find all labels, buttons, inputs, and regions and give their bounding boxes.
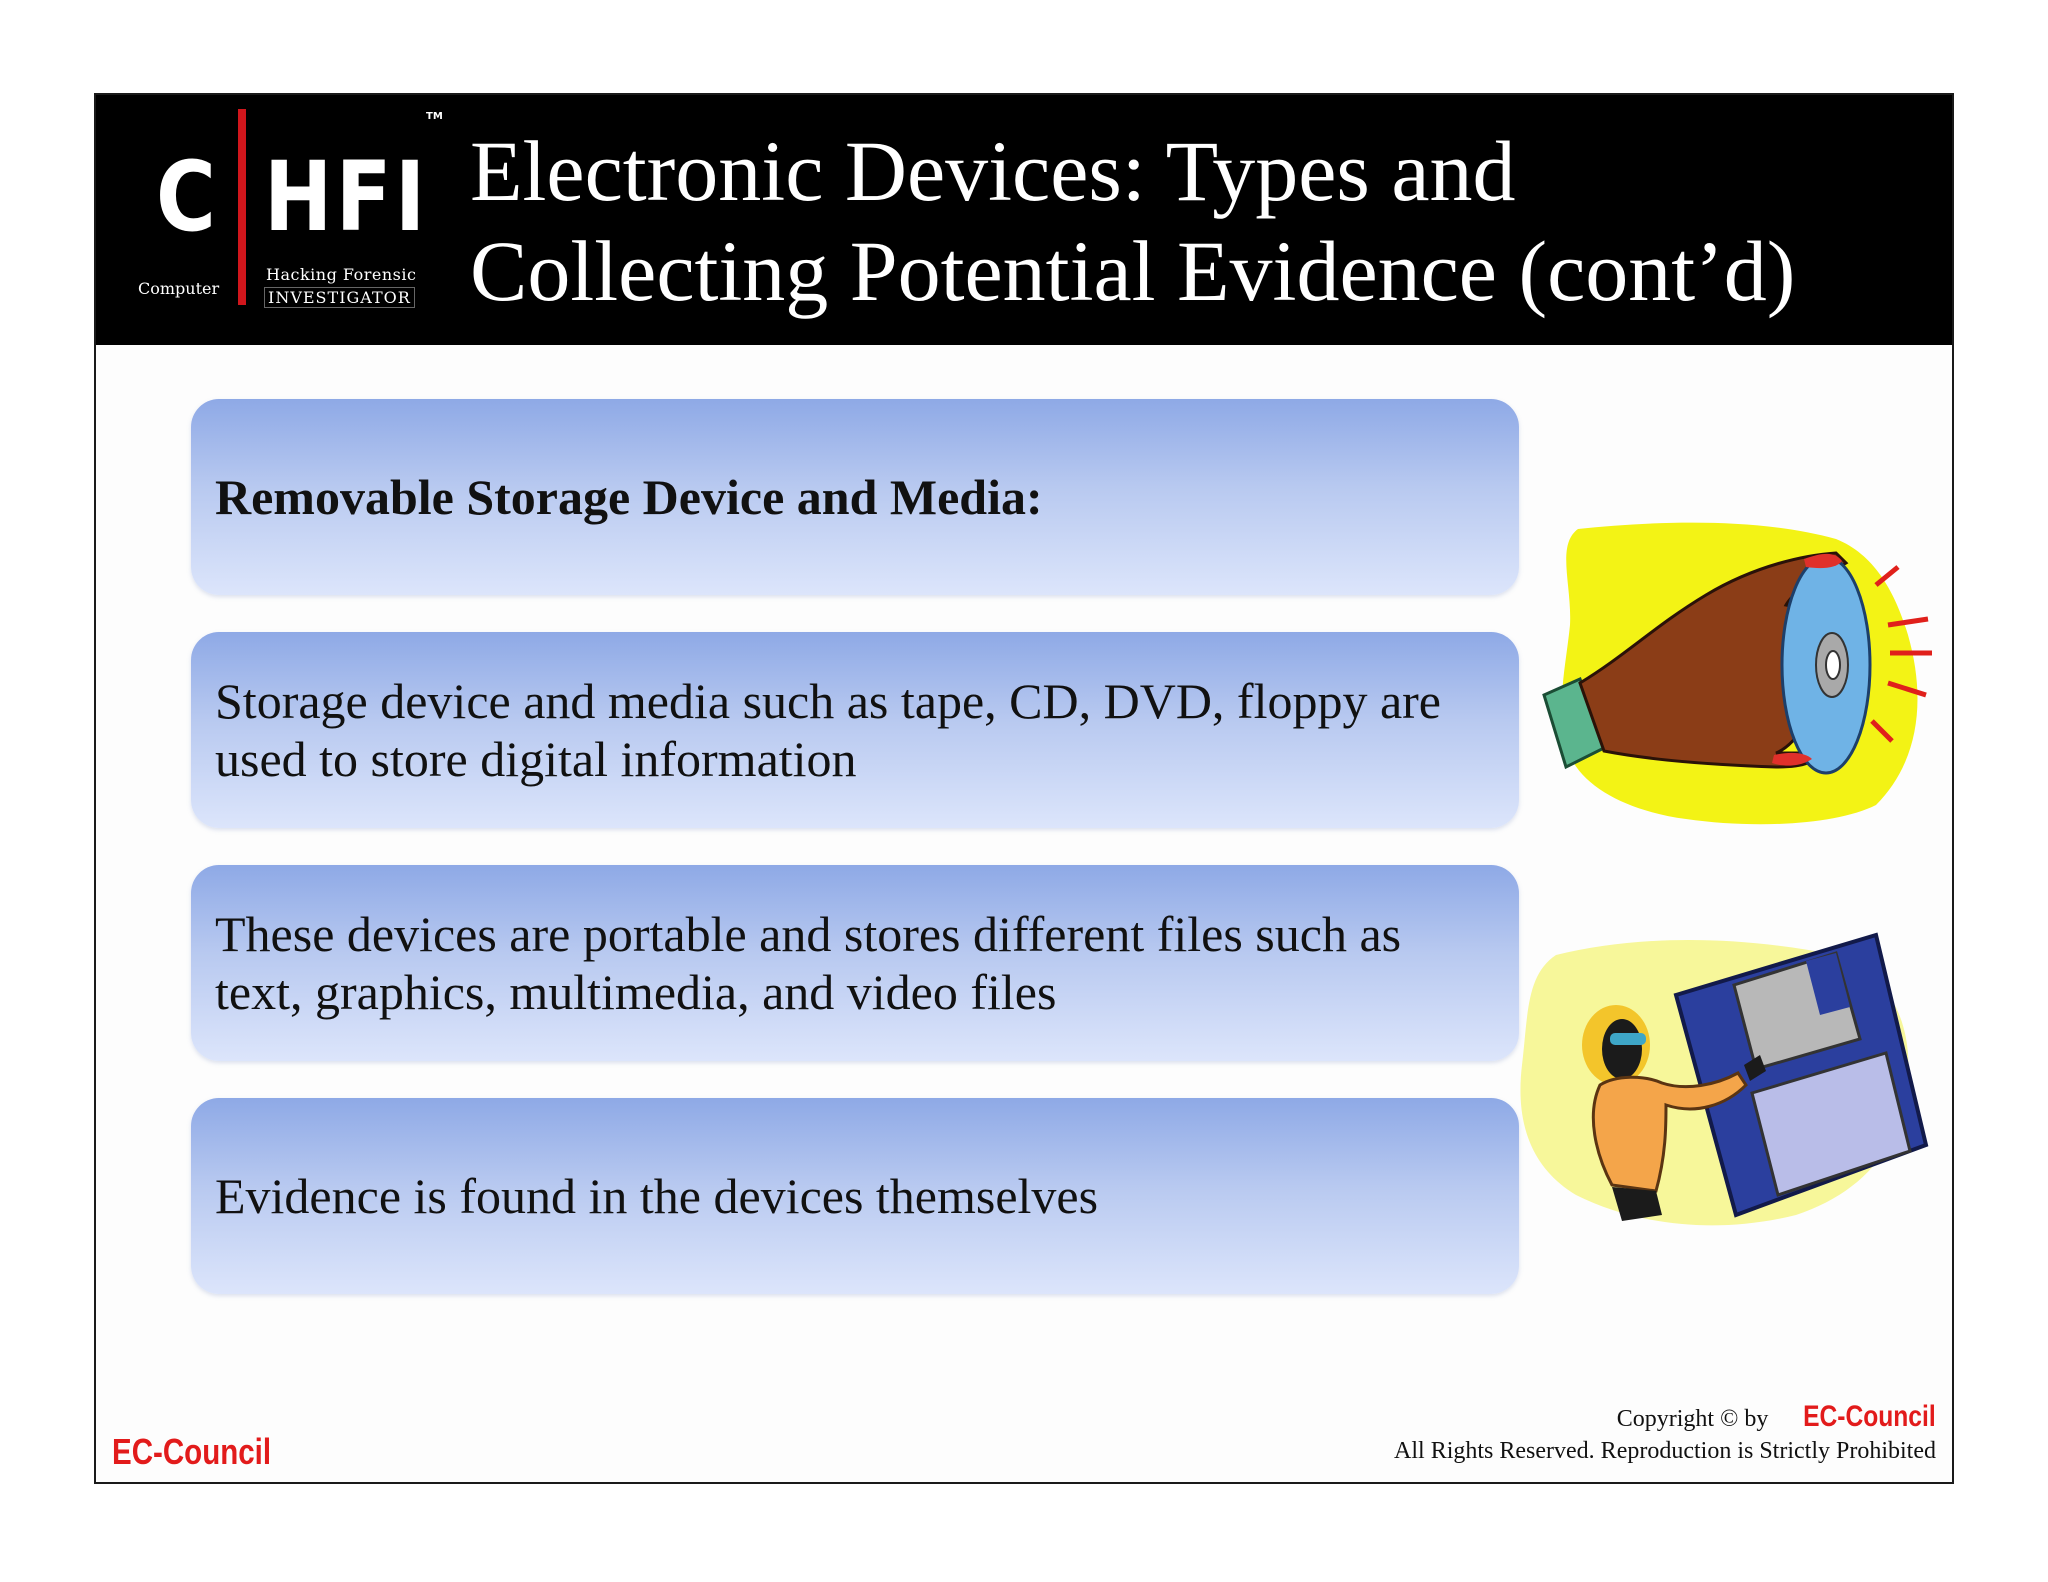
content-box-heading-text: Removable Storage Device and Media: xyxy=(215,469,1043,525)
slide-title-line-2: Collecting Potential Evidence (cont’d) xyxy=(470,223,1796,319)
footer-ec-council-logo: EC-Council xyxy=(112,1431,272,1472)
logo-red-bar xyxy=(238,109,246,305)
footer-copyright-brand: EC-Council xyxy=(1803,1400,1936,1433)
footer-copyright xyxy=(1394,1401,1936,1467)
logo-trademark: TM xyxy=(426,111,443,122)
content-box-portable xyxy=(191,865,1519,1061)
content-box-heading xyxy=(191,399,1519,595)
footer-copyright-text: Copyright © by xyxy=(1616,1406,1769,1432)
person-carrying-floppy-clipart xyxy=(1516,915,1936,1255)
content-box-portable-text: These devices are portable and stores different files such as text, graphics, multimedia, and video files xyxy=(215,906,1402,1020)
slide-title-line-1: Electronic Devices: Types and xyxy=(470,123,1516,219)
logo-letter-c: C xyxy=(156,141,216,253)
content-box-storage-text: Storage device and media such as tape, CD, DVD, floppy are used to store digital information xyxy=(215,673,1442,787)
footer-rights-text: All Rights Reserved. Reproduction is Strictly Prohibited xyxy=(1394,1438,1936,1464)
content-box-evidence xyxy=(191,1098,1519,1294)
logo-investigator-label: INVESTIGATOR xyxy=(264,287,415,308)
logo-letters-hfi: HFI xyxy=(264,141,429,253)
content-box-storage xyxy=(191,632,1519,828)
logo-computer-label: Computer xyxy=(138,279,220,298)
logo-hacking-forensic-label: Hacking Forensic xyxy=(266,265,417,284)
slide xyxy=(94,93,1954,1484)
chfi-logo xyxy=(126,109,443,334)
hand-holding-cd-clipart xyxy=(1536,515,1936,835)
header-bar xyxy=(96,95,1952,345)
slide-title xyxy=(470,121,1930,321)
content-box-evidence-text: Evidence is found in the devices themselves xyxy=(215,1168,1099,1224)
